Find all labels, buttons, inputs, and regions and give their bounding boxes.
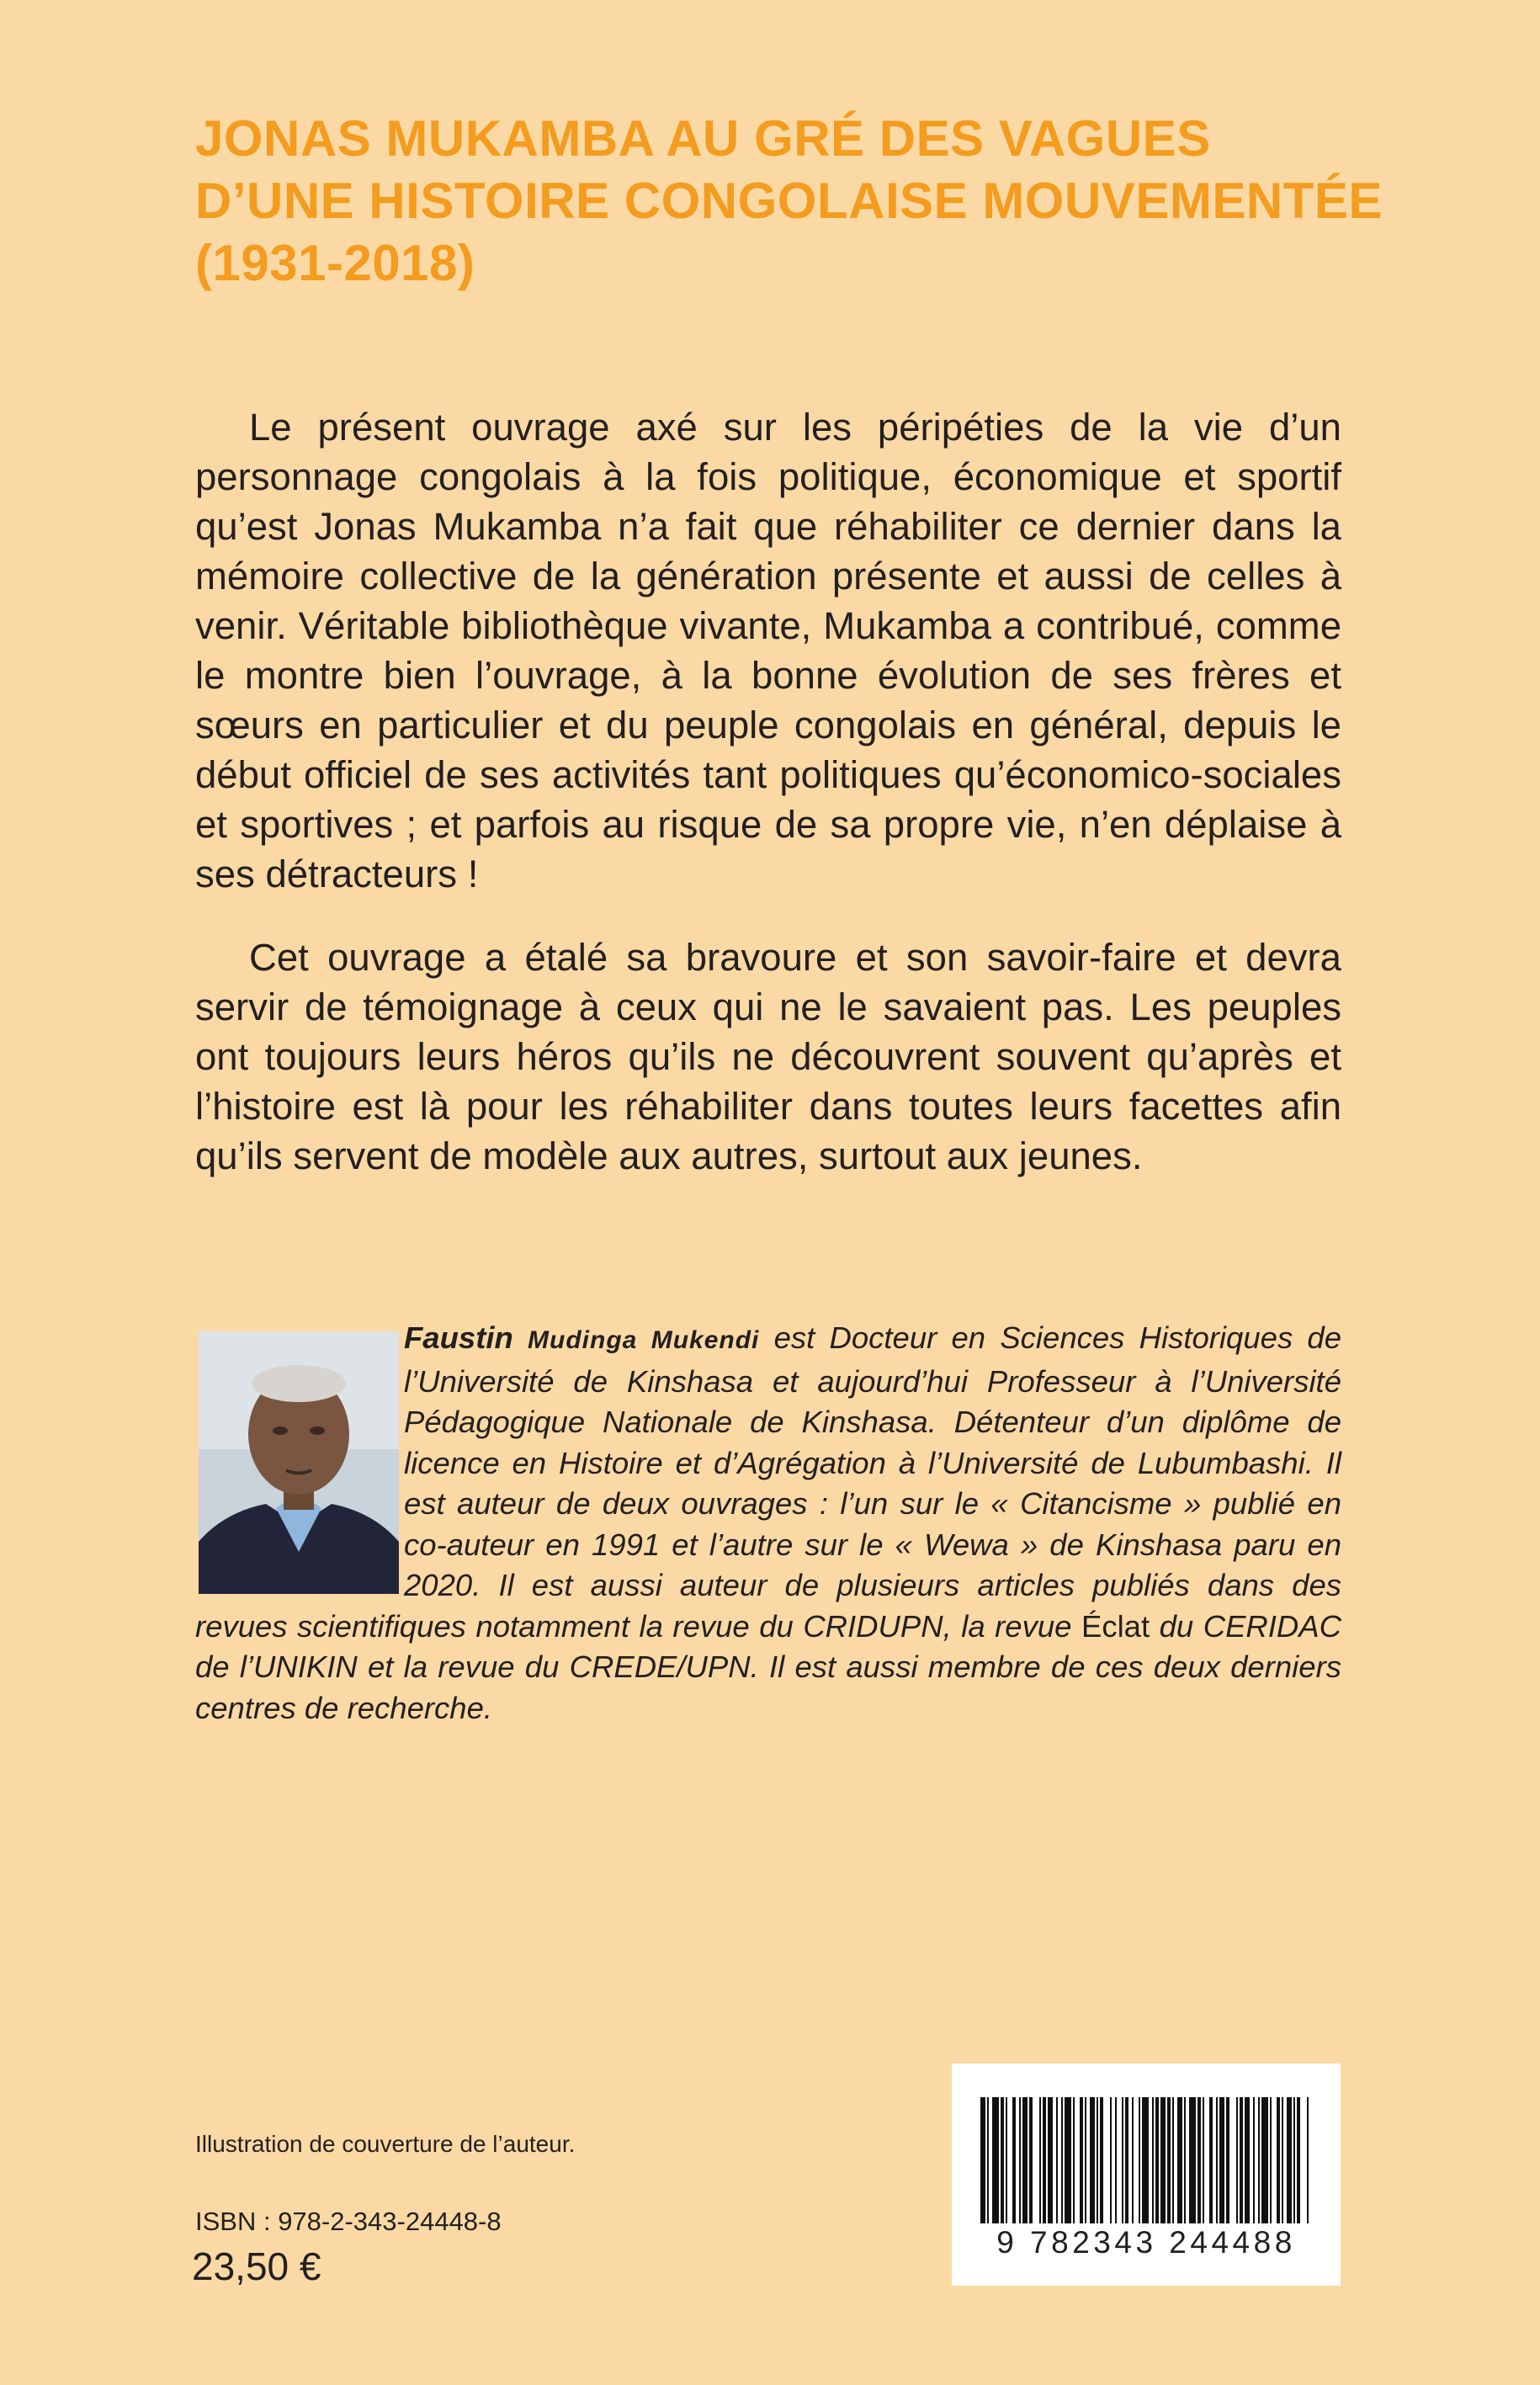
title-line-2: D’UNE HISTOIRE CONGOLAISE MOUVEMENTÉE — [195, 173, 1383, 229]
barcode-bar — [1258, 2097, 1260, 2223]
barcode-bar — [1189, 2097, 1196, 2223]
barcode-bar — [1261, 2097, 1268, 2223]
barcode-bar — [1125, 2097, 1128, 2223]
barcode-bar — [1160, 2097, 1166, 2223]
barcode-bar — [1110, 2097, 1112, 2223]
barcode-bar — [1167, 2097, 1171, 2223]
barcode-bar — [1073, 2097, 1075, 2223]
barcode-bar — [992, 2097, 999, 2223]
barcode-bar — [1001, 2097, 1004, 2223]
barcode-bar — [1307, 2097, 1309, 2223]
barcode-bar — [1061, 2097, 1063, 2223]
barcode-bar — [1122, 2097, 1123, 2223]
barcode-bar — [1219, 2097, 1224, 2223]
barcode-bar — [1142, 2097, 1149, 2223]
barcode-bar — [1029, 2097, 1033, 2223]
barcode-bar — [1155, 2097, 1159, 2223]
barcode-bar — [1152, 2097, 1154, 2223]
barcode-bar — [1115, 2097, 1117, 2223]
barcode-bar — [1203, 2097, 1204, 2223]
bio-journal-name: Éclat — [1081, 1608, 1150, 1644]
barcode-bar — [1287, 2097, 1292, 2223]
barcode-bar — [1197, 2097, 1201, 2223]
title-line-1: JONAS MUKAMBA AU GRÉ DES VAGUES — [195, 110, 1211, 167]
barcode-bar — [1056, 2097, 1058, 2223]
barcode-bar — [1139, 2097, 1140, 2223]
barcode-bar — [1253, 2097, 1255, 2223]
barcode-bar — [1012, 2097, 1016, 2223]
barcode-bar — [1184, 2097, 1186, 2223]
barcode-bar — [1090, 2097, 1095, 2223]
barcode-bar — [1039, 2097, 1041, 2223]
barcode-bar — [1019, 2097, 1021, 2223]
barcode-bar — [1132, 2097, 1134, 2223]
barcode-bar — [1172, 2097, 1174, 2223]
summary-paragraph-2: Cet ouvrage a étalé sa bravoure et son savoir-faire et devra servir de témoignage à ceux qui ne le savaient pas. Les peuples ont toujours leurs héros qu’ils ne découvrent souvent qu’après et l’histoire est là pour les réhabiliter dans toutes leurs facettes afin qu’ils servent de modèle aux autres, surtout aux jeunes. — [195, 936, 1341, 1177]
author-bio — [195, 1318, 1341, 1729]
barcode-bar — [1006, 2097, 1007, 2223]
barcode-bar — [1209, 2097, 1213, 2223]
isbn: ISBN : 978-2-343-24448-8 — [195, 2207, 502, 2236]
barcode-bar — [1065, 2097, 1071, 2223]
barcode-bar — [1043, 2097, 1046, 2223]
barcode-bar — [1293, 2097, 1295, 2223]
barcode-bar — [1097, 2097, 1098, 2223]
barcode-bar — [1085, 2097, 1086, 2223]
photo-spacer — [195, 1318, 404, 1597]
barcode-bar — [987, 2097, 989, 2223]
barcode-digits: 9 782343 244488 — [996, 2225, 1296, 2260]
barcode-bars — [980, 2097, 1312, 2223]
bio-text-a: est Docteur en Sciences Historiques de l’Université de Kinshasa et aujourd’hui Professeur à l’Université Pédagogique Nationale de Kinshasa. Détenteur d’un diplôme de licence en Histoire et d’Agrégation à l’Université de Lubumbashi. Il est auteur de deux ouvrages : l’un sur le « Citancisme » publié en co-auteur en 1991 et l’autre sur le « Wewa » de Kinshasa paru en 2020. Il est aussi auteur de plusieurs articles publiés dans des revues scientifiques notamment la revue du CRIDUPN, la revue — [195, 1320, 1341, 1644]
title-line-3: (1931-2018) — [195, 235, 475, 291]
barcode-bar — [1245, 2097, 1250, 2223]
barcode-bar — [1177, 2097, 1182, 2223]
barcode-bar — [1022, 2097, 1028, 2223]
barcode-bar — [980, 2097, 985, 2223]
summary-paragraph-1: Le présent ouvrage axé sur les péripéties de la vie d’un personnage congolais à la fois politique, économique et sportif qu’est Jonas Mukamba n’a fait que réhabiliter ce dernier dans la mémoire collective de la génération présente et aussi de celles à venir. Véritable bibliothèque vivante, Mukamba a contribué, comme le montre bien l’ouvrage, à la bonne évolution de ses frères et sœurs en particulier et du peuple congolais en général, depuis le début officiel de ses activités tant politiques qu’économico-sociales et sportives ; et parfois au risque de sa propre vie, n’en déplaise à ses détracteurs ! — [195, 406, 1341, 895]
book-title — [195, 108, 1415, 295]
barcode-bar — [1236, 2097, 1238, 2223]
barcode-bar — [1080, 2097, 1083, 2223]
barcode-bar — [1048, 2097, 1053, 2223]
barcode-bar — [1216, 2097, 1218, 2223]
barcode-bar — [1282, 2097, 1283, 2223]
barcode-bar — [1226, 2097, 1229, 2223]
author-last-name: Mudinga Mukendi — [528, 1326, 760, 1354]
cover-credit: Illustration de couverture de l’auteur. — [195, 2131, 576, 2157]
barcode-bar — [1240, 2097, 1243, 2223]
barcode — [952, 2064, 1341, 2286]
barcode-bar — [1277, 2097, 1280, 2223]
price: 23,50 € — [192, 2244, 321, 2288]
author-first-name: Faustin — [404, 1320, 513, 1355]
barcode-bar — [1297, 2097, 1300, 2223]
barcode-bar — [1100, 2097, 1103, 2223]
bio-text-b: du CERIDAC de l’UNIKIN et la revue du CREDE/UPN. Il est aussi membre de ces deux derniers centres de recherche. — [195, 1608, 1341, 1725]
barcode-bar — [1270, 2097, 1272, 2223]
